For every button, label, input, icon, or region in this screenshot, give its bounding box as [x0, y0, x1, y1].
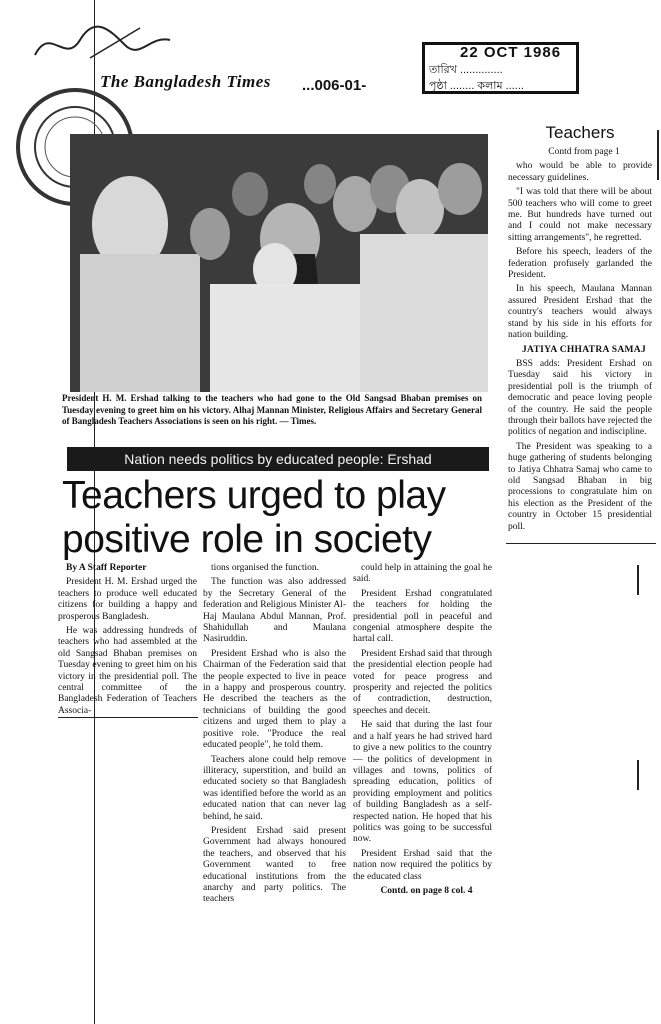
clipping-code: ...006-01-	[302, 77, 367, 94]
paragraph: The function was also addressed by the Secretary General of the federation and Religious Minister Al-Haj Maulana Abdul Mannan, Prof. Shahidullah and Maulana Nasiruddin.	[203, 577, 346, 645]
margin-mark	[637, 565, 639, 595]
paragraph: He said that during the last four and a half years he had strived hard to give a new politics to the country — the politics of development in villages and towns, politics of spreading education, politics of providing employment and politics of building Bangladesh as a self-respected nation. He hoped that his politics was going to be successful now.	[353, 720, 492, 845]
paragraph: Teachers alone could help remove illiteracy, superstition, and build an educated society so that Bangladesh was identified before the world as an educated nation that can never lag behind, he said.	[203, 754, 346, 822]
paragraph: could help in attaining the goal he said.	[353, 563, 492, 585]
paragraph: who would be able to provide necessary guidelines.	[508, 161, 652, 183]
paragraph: Before his speech, leaders of the federation profusely garlanded the President.	[508, 247, 652, 281]
article-headline: Teachers urged to play positive role in society	[62, 474, 446, 561]
margin-mark	[637, 760, 639, 790]
paragraph: BSS adds: President Ershad on Tuesday said his victory in presidential poll is the triumph of democratic and peace loving people of the country. He said the people through their ballots have rejected the politics of negation and indiscipline.	[508, 358, 652, 438]
paragraph: President Ershad said present Government had always honoured the teachers, and observed that his Government wanted to free educational institutions from the anarchy and party politics. The teachers	[203, 825, 346, 905]
sidebar-subhead: JATIYA CHHATRA SAMAJ	[521, 344, 647, 355]
stamp-date: 22 OCT 1986	[460, 44, 562, 61]
stamp-page-row: পৃষ্ঠা ........ কলাম ......	[429, 80, 524, 92]
paragraph: President Ershad who is also the Chairman of the Federation said that the people expected to live in peace in a happy and prosperous country. He described the teachers as the technicians of building the good citizens and urged them to play a positive role. "Produce the real educated people", he told them.	[203, 648, 346, 751]
headline-kicker: Nation needs politics by educated people: Ershad	[67, 447, 489, 471]
sidebar-title: Teachers	[545, 123, 615, 142]
paragraph: The President was speaking to a huge gathering of students belonging to Jatiya Chhatra Samaj who came to old Sangsad Bhaban in big processions to congratulate him on his election as the President of the country in October 15 presidential poll.	[508, 441, 652, 532]
caption-text: President H. M. Ershad talking to the teachers who had gone to the Old Sangsad Bhaban premises on Tuesday evening to greet him on his victory. Alhaj Mannan Minister, Religious Affairs and Secretary General of Bangladesh Teachers Associations is seen on his right. — Times.	[62, 393, 482, 426]
continued-from-note: Contd from page 1	[548, 147, 620, 157]
continuation-note: Contd. on page 8 col. 4	[380, 885, 473, 896]
paragraph: President Ershad said that the nation now required the politics by the educated class	[353, 848, 492, 882]
crowd-photo-icon	[70, 134, 488, 392]
article-column-1	[58, 563, 197, 720]
handwritten-signature-icon	[30, 20, 180, 70]
article-column-2	[203, 563, 346, 909]
paragraph: He was addressing hundreds of teachers who had assembled at the old Sangsad Bhaban premises on Tuesday evening to greet him on his victory in the presidential poll. The central committee of the Bangladesh Federation of Teachers Associa-	[58, 626, 197, 716]
paragraph: President H. M. Ershad urged the teachers to produce well educated citizens for building a happy and prosperous Bangladesh.	[58, 577, 197, 622]
paragraph: President Ershad said that through the presidential election people had voted for peace progress and prosperity and rejected the politics of contradiction, destruction, speeches and deceit.	[353, 648, 492, 716]
column-end-rule	[58, 717, 198, 718]
newspaper-masthead: The Bangladesh Times	[100, 72, 271, 91]
paragraph: In his speech, Maulana Mannan assured President Ershad that the country's teachers would always stand by his side in his efforts for nation building.	[508, 284, 652, 341]
photo-caption	[62, 393, 482, 428]
news-photo	[70, 134, 488, 392]
sidebar-column	[508, 147, 652, 536]
byline: By A Staff Reporter	[66, 563, 147, 573]
paragraph: tions organised the function.	[211, 563, 320, 573]
paragraph: "I was told that there will be about 500 teachers who will come to greet me. But hundreds have turned out and I could not make necessary sitting arrangements", he regretted.	[508, 187, 652, 243]
stamp-date-row: তারিখ ..............	[429, 64, 503, 76]
article-column-3	[353, 563, 492, 900]
sidebar-end-rule	[506, 543, 656, 544]
margin-mark	[657, 130, 659, 180]
paragraph: President Ershad congratulated the teachers for holding the presidential poll in peaceful and congenial atmosphere despite the hartal call.	[353, 588, 492, 645]
